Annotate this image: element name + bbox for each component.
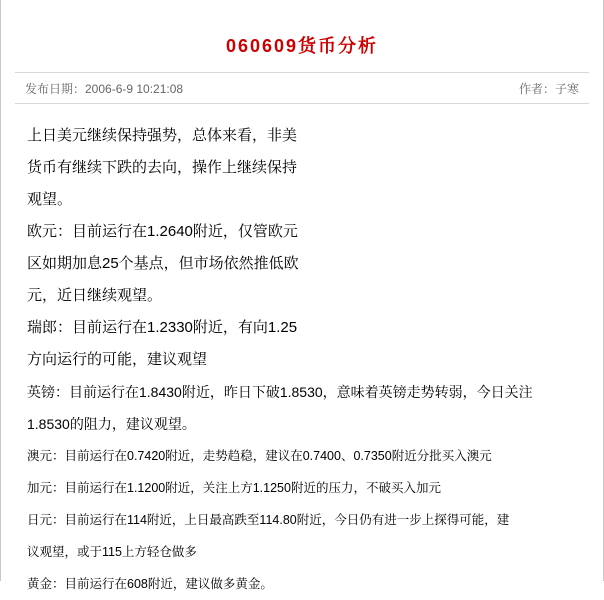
article-body xyxy=(1,104,603,600)
page-title: 060609货币分析 xyxy=(225,36,379,56)
paragraph-intro xyxy=(27,120,577,216)
paragraph-line: 货币有继续下跌的去向，操作上继续保持 xyxy=(27,159,298,176)
paragraph-line: 元，近日继续观望。 xyxy=(27,287,163,304)
paragraph-line: 1.8530的阻力，建议观望。 xyxy=(27,416,196,432)
paragraph-jpy xyxy=(27,504,577,568)
paragraph-cad xyxy=(27,472,577,504)
paragraph-aud xyxy=(27,440,577,472)
paragraph-line: 观望。 xyxy=(27,191,73,208)
paragraph-chf xyxy=(27,312,577,376)
publish-date: 发布日期：2006-6-9 10:21:08 xyxy=(25,82,184,96)
paragraph-line: 区如期加息25个基点，但市场依然推低欧 xyxy=(27,255,299,272)
paragraph-line: 欧元：目前运行在1.2640附近，仅管欧元 xyxy=(27,223,298,240)
article-meta-bar xyxy=(15,72,589,104)
paragraph-line: 方向运行的可能，建议观望 xyxy=(27,351,208,368)
paragraph-eur xyxy=(27,216,577,312)
paragraph-gold xyxy=(27,568,577,600)
paragraph-line: 黄金：目前运行在608附近，建议做多黄金。 xyxy=(27,577,273,591)
paragraph-line: 加元：目前运行在1.1200附近，关注上方1.1250附近的压力，不破买入加元 xyxy=(27,481,441,495)
paragraph-line: 瑞郎：目前运行在1.2330附近，有向1.25 xyxy=(27,319,298,336)
paragraph-line: 上日美元继续保持强势，总体来看，非美 xyxy=(27,127,298,144)
paragraph-line: 澳元：目前运行在0.7420附近，走势趋稳，建议在0.7400、0.7350附近分批买入澳元 xyxy=(27,449,492,463)
paragraph-line: 英镑：目前运行在1.8430附近，昨日下破1.8530，意味着英镑走势转弱，今日关注 xyxy=(27,384,533,400)
paragraph-line: 议观望，或于115上方轻仓做多 xyxy=(27,545,197,559)
paragraph-line: 日元：目前运行在114附近，上日最高跌至114.80附近，今日仍有进一步上探得可能，建 xyxy=(27,513,510,527)
author: 作者：子寒 xyxy=(518,82,579,96)
paragraph-gbp xyxy=(27,376,577,440)
